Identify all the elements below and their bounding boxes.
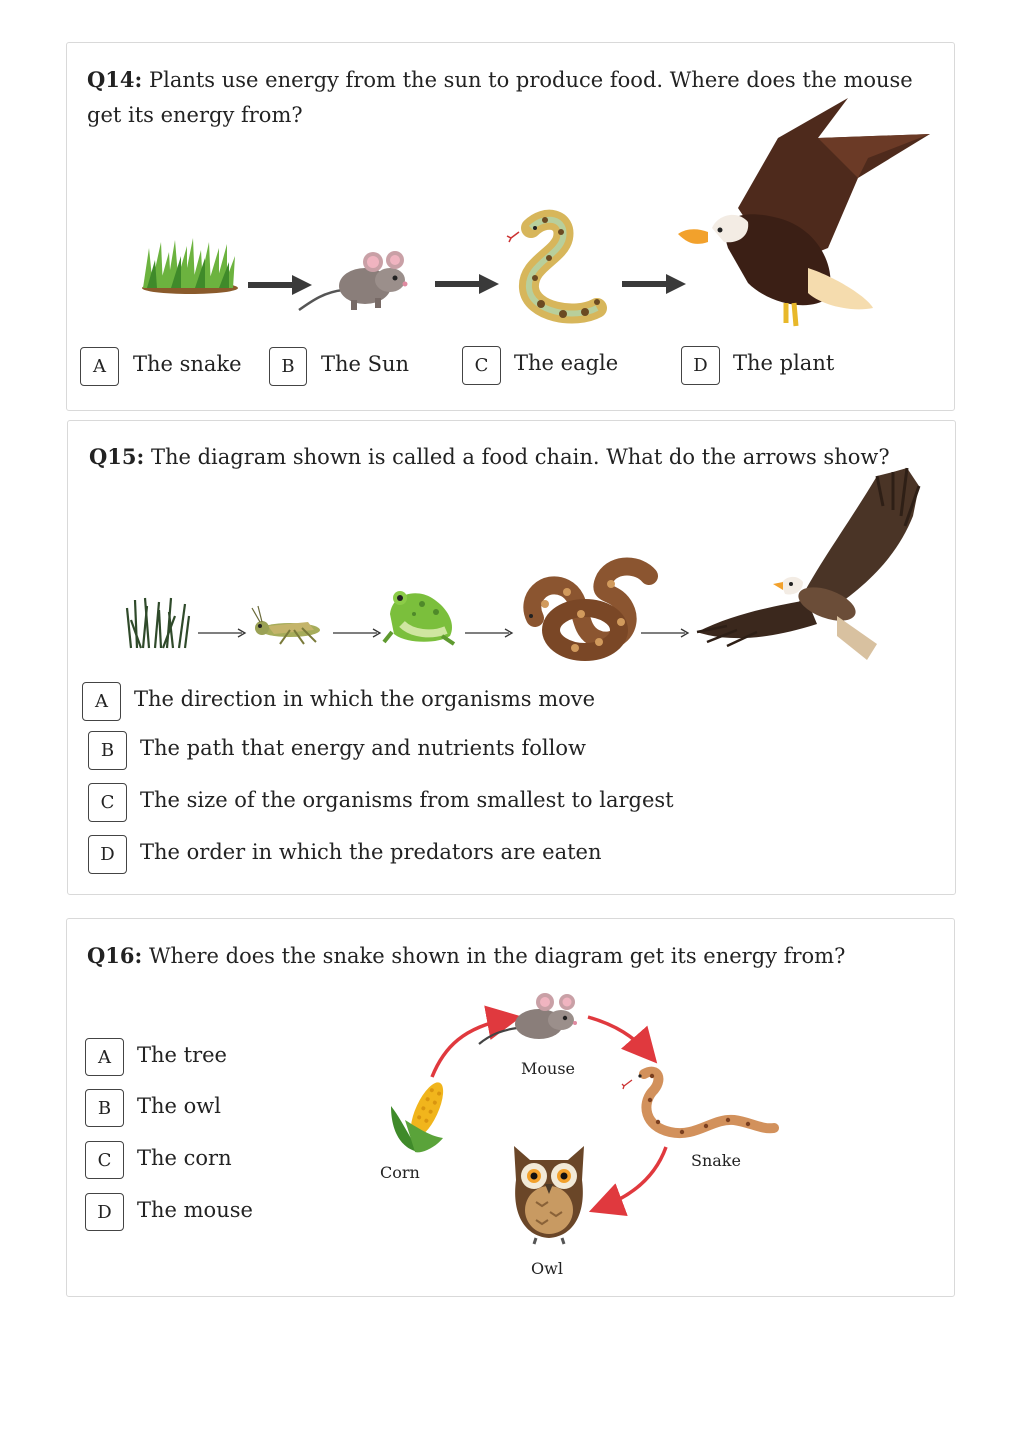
option-text-q14-c: The eagle [514,351,619,375]
arrow-icon [198,627,246,639]
option-letter: D [100,844,115,865]
question-body: Plants use energy from the sun to produce food. Where does the mouse get its energy from? [87,68,913,127]
option-box-q16-d[interactable] [85,1193,124,1231]
mouse-illustration [295,248,420,316]
option-letter: B [100,740,115,761]
option-box-q16-b[interactable] [85,1089,124,1127]
option-letter: A [95,691,108,712]
label-corn: Corn [380,1163,420,1182]
question-number: Q16: [87,943,143,968]
question-number: Q15: [89,444,145,469]
option-text-q15-a: The direction in which the organisms move [134,687,596,711]
owl-illustration [506,1140,592,1246]
option-box-q15-b[interactable] [88,731,127,770]
option-text-q14-b: The Sun [321,352,410,376]
python-illustration [515,558,653,662]
option-box-q15-c[interactable] [88,783,127,822]
question-number: Q14: [87,67,143,92]
option-letter: D [693,355,708,376]
option-letter: A [93,356,106,377]
option-box-q14-c[interactable] [462,346,501,385]
option-letter: B [97,1097,112,1119]
grasshopper-illustration [250,606,326,648]
label-snake: Snake [691,1151,741,1170]
option-text-q15-d: The order in which the predators are eaten [140,840,602,864]
question-text-q16 [87,938,917,974]
option-box-q16-a[interactable] [85,1038,124,1076]
label-mouse: Mouse [521,1059,575,1078]
grass-illustration [125,596,191,650]
option-box-q14-b[interactable] [269,347,307,386]
arrow-icon [333,627,381,639]
option-box-q14-a[interactable] [80,347,119,386]
option-text-q14-a: The snake [133,352,242,376]
frog-illustration [382,584,458,646]
option-box-q14-d[interactable] [681,346,720,385]
option-letter: D [97,1201,112,1223]
arrow-icon [435,274,499,294]
corn-illustration [385,1076,455,1156]
option-box-q15-d[interactable] [88,835,127,874]
arrow-icon [641,627,689,639]
snake-illustration [505,208,610,330]
eagle-illustration [697,466,925,662]
snake-illustration [622,1062,778,1144]
option-box-q15-a[interactable] [82,682,121,721]
option-text-q16-c: The corn [137,1146,232,1170]
option-text-q16-d: The mouse [137,1198,253,1222]
eagle-illustration [668,98,933,333]
option-text-q15-c: The size of the organisms from smallest to largest [140,788,674,812]
mouse-illustration [477,990,585,1050]
grass-illustration [135,238,245,296]
option-letter: A [98,1046,111,1068]
option-letter: C [97,1149,112,1171]
label-owl: Owl [531,1259,563,1278]
question-body: The diagram shown is called a food chain. What do the arrows show? [150,445,890,469]
option-text-q15-b: The path that energy and nutrients follow [140,736,586,760]
option-text-q16-b: The owl [137,1094,221,1118]
arrow-icon [465,627,513,639]
option-letter: C [100,792,115,813]
option-letter: C [474,355,489,376]
option-text-q14-d: The plant [733,351,835,375]
option-text-q16-a: The tree [137,1043,227,1067]
question-body: Where does the snake shown in the diagram get its energy from? [148,944,846,968]
option-box-q16-c[interactable] [85,1141,124,1179]
option-letter: B [281,356,295,377]
